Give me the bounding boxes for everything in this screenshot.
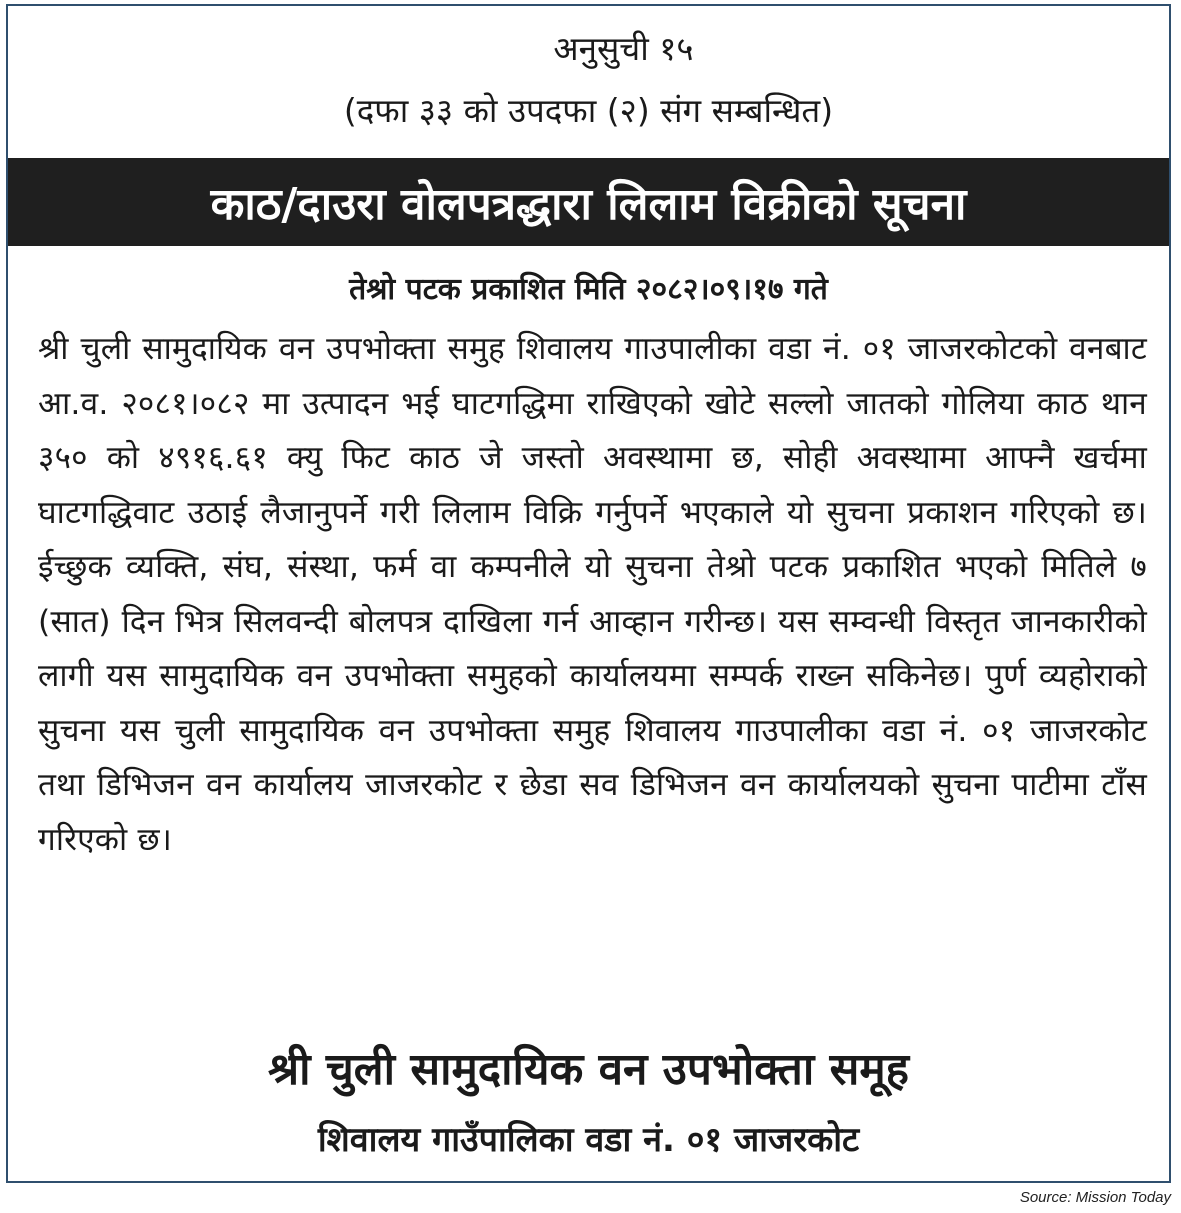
- publication-date: तेश्रो पटक प्रकाशित मिति २०८२।०९।१७ गते: [349, 272, 828, 307]
- notice-body: श्री चुली सामुदायिक वन उपभोक्ता समुह शिवालय गाउपालीका वडा नं. ०१ जाजरकोटको वनबाट आ.व. २०८१।०८२ मा उत्पादन भई घाटगद्धिमा राखिएको खोटे सल्लो जातको गोलिया काठ थान ३५० को ४९१६.६१ क्यु फिट काठ जे जस्तो अवस्थामा छ, सोही अवस्थामा आफ्नै खर्चमा घाटगद्धिवाट उठाई लैजानुपर्ने गरी लिलाम विक्रि गर्नुपर्ने भएकाले यो सुचना प्रकाशन गरिएको छ। ईच्छुक व्यक्ति, संघ, संस्था, फर्म वा कम्पनीले यो सुचना तेश्रो पटक प्रकाशित भएको मितिले ७ (सात) दिन भित्र सिलवन्दी बोलपत्र दाखिला गर्न आव्हान गरीन्छ। यस सम्वन्धी विस्तृत जानकारीको लागी यस सामुदायिक वन उपभोक्ता समुहको कार्यालयमा सम्पर्क राख्न सकिनेछ। पुर्ण व्यहोराको सुचना यस चुली सामुदायिक वन उपभोक्ता समुह शिवालय गाउपालीका वडा नं. ०१ जाजरकोट तथा डिभिजन वन कार्यालय जाजरकोट र छेडा सव डिभिजन वन कार्यालयको सुचना पाटीमा टाँस गरिएको छ।: [38, 331, 1147, 858]
- notice-frame: [6, 4, 1171, 1183]
- clause-reference: (दफा ३३ को उपदफा (२) संग सम्बन्धित): [343, 91, 834, 130]
- schedule-heading: अनुसुची १५: [553, 29, 694, 68]
- organization-name: श्री चुली सामुदायिक वन उपभोक्ता समूह: [267, 1044, 910, 1095]
- notice-title: काठ/दाउरा वोलपत्रद्धारा लिलाम विक्रीको सूचना: [210, 179, 967, 230]
- notice-title-banner: [8, 158, 1169, 246]
- source-credit: Source: Mission Today: [1019, 1189, 1171, 1206]
- organization-address: शिवालय गाउँपालिका वडा नं. ०१ जाजरकोट: [317, 1120, 860, 1160]
